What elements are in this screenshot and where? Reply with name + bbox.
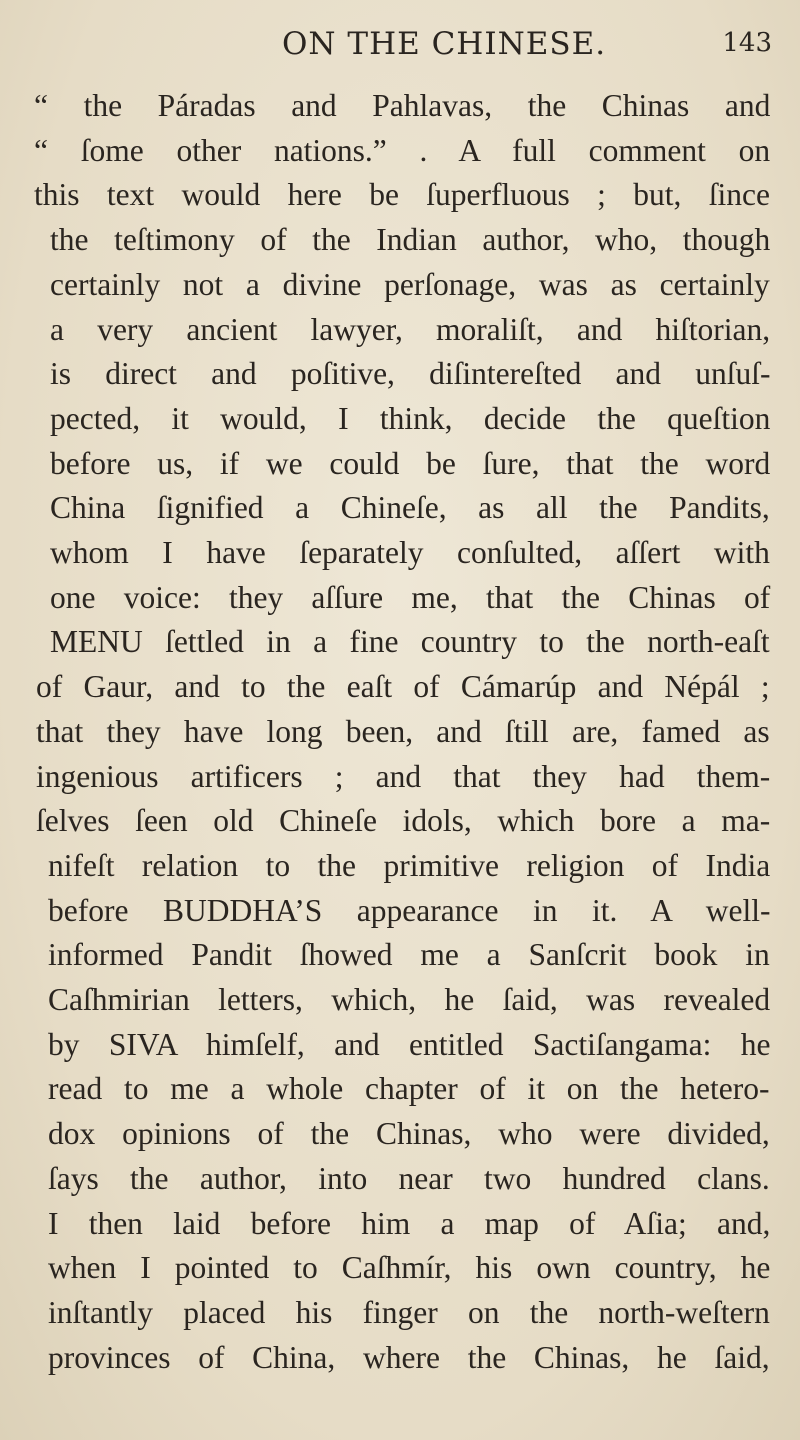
text-line: ſelves ſeen old Chineſe idols, which bore a ma-: [36, 803, 771, 839]
text-line: provinces of China, where the Chinas, he ſaid,: [48, 1339, 770, 1375]
text-line: that they have long been, and ſtill are, famed as: [36, 713, 770, 749]
text-line: MENU ſettled in a fine country to the north-eaſt: [50, 624, 770, 660]
text-line: read to me a whole chapter of it on the hetero-: [48, 1071, 770, 1107]
text-line: China ſignified a Chineſe, as all the Pandits,: [50, 490, 770, 526]
text-line: whom I have ſeparately conſulted, aſſert with: [50, 535, 770, 570]
text-line: inſtantly placed his finger on the north-weſtern: [48, 1294, 770, 1330]
text-line: one voice: they aſſure me, that the Chinas of: [50, 579, 771, 615]
text-line: certainly not a divine perſonage, was as certainly: [50, 266, 770, 302]
text-line: dox opinions of the Chinas, who were divided,: [48, 1116, 770, 1152]
text-line: the teſtimony of the Indian author, who, though: [50, 222, 771, 258]
text-line: ingenious artificers ; and that they had them-: [36, 758, 771, 794]
text-line: before us, if we could be ſure, that the word: [50, 445, 771, 481]
text-line: I then laid before him a map of Aſia; and,: [48, 1205, 771, 1241]
page-number: 143: [722, 28, 772, 58]
text-line: by SIVA himſelf, and entitled Sactiſangama: he: [48, 1026, 771, 1062]
text-line: informed Pandit ſhowed me a Sanſcrit book in: [48, 937, 770, 973]
text-line: this text would here be ſuperfluous ; but, ſince: [34, 177, 770, 213]
text-line: nifeſt relation to the primitive religion of India: [48, 847, 771, 883]
text-line: a very ancient lawyer, moraliſt, and hiſtorian,: [50, 311, 771, 347]
text-line: is direct and poſitive, diſintereſted and unſuſ-: [50, 356, 771, 392]
text-line: Caſhmirian letters, which, he ſaid, was revealed: [48, 982, 771, 1017]
text-line: “ ſome other nations.” . A full comment on: [34, 132, 771, 168]
page-header: [0, 20, 800, 70]
text-line: of Gaur, and to the eaſt of Cámarúp and Népál ;: [36, 669, 770, 705]
text-line: ſays the author, into near two hundred clans.: [48, 1160, 770, 1196]
text-line: before BUDDHA’S appearance in it. A well-: [48, 892, 771, 928]
running-head: ON THE CHINESE.: [282, 26, 607, 62]
text-line: “ the Páradas and Pahlavas, the Chinas and: [34, 88, 771, 123]
text-line: when I pointed to Caſhmír, his own country, he: [48, 1250, 771, 1286]
text-line: pected, it would, I think, decide the queſtion: [50, 400, 771, 436]
